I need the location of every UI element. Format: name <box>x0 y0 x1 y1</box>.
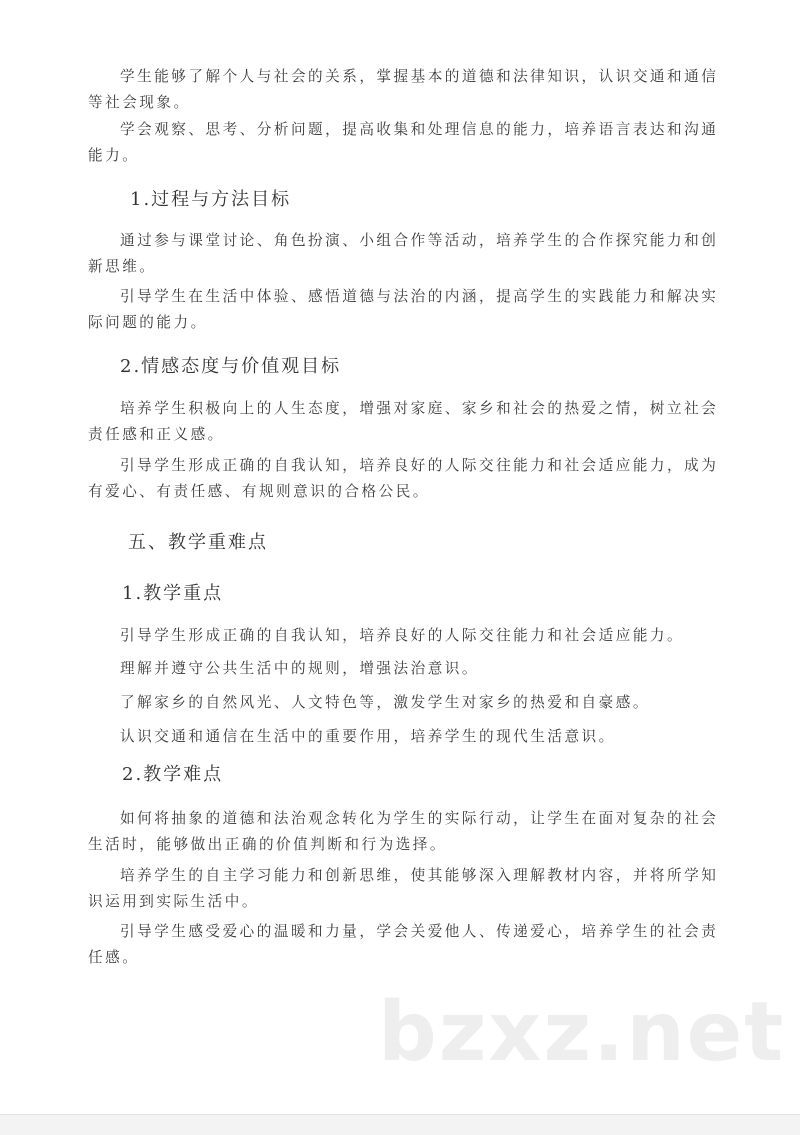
heading-emotion-goals: 2.情感态度与价值观目标 <box>120 356 342 377</box>
paragraph-line: 引导学生在生活中体验、感悟道德与法治的内涵，提高学生的实践能力和解决实 <box>120 288 719 305</box>
paragraph-line: 责任感和正义感。 <box>88 426 225 443</box>
paragraph-line: 新思维。 <box>88 258 157 275</box>
key-point-item: 认识交通和通信在生活中的重要作用，培养学生的现代生活意识。 <box>120 728 616 745</box>
paragraph-line: 生活时，能够做出正确的价值判断和行为选择。 <box>88 836 447 853</box>
paragraph-line: 学生能够了解个人与社会的关系，掌握基本的道德和法律知识，认识交通和通信 <box>120 68 719 85</box>
paragraph-line: 任感。 <box>88 949 140 966</box>
key-point-item: 引导学生形成正确的自我认知，培养良好的人际交往能力和社会适应能力。 <box>120 627 685 644</box>
paragraph-line: 通过参与课堂讨论、角色扮演、小组合作等活动，培养学生的合作探究能力和创 <box>120 232 719 249</box>
paragraph-line: 能力。 <box>88 147 140 164</box>
paragraph-line: 如何将抽象的道德和法治观念转化为学生的实际行动，让学生在面对复杂的社会 <box>120 810 719 827</box>
paragraph-line: 有爱心、有责任感、有规则意识的合格公民。 <box>88 483 430 500</box>
paragraph-line: 识运用到实际生活中。 <box>88 893 259 910</box>
paragraph-line: 引导学生感受爱心的温暖和力量，学会关爱他人、传递爱心，培养学生的社会责 <box>120 923 719 940</box>
key-point-item: 了解家乡的自然风光、人文特色等，激发学生对家乡的热爱和自豪感。 <box>120 694 650 711</box>
paragraph-line: 培养学生积极向上的人生态度，增强对家庭、家乡和社会的热爱之情，树立社会 <box>120 400 719 417</box>
key-point-item: 理解并遵守公共生活中的规则，增强法治意识。 <box>120 660 479 677</box>
paragraph-line: 学会观察、思考、分析问题，提高收集和处理信息的能力，培养语言表达和沟通 <box>120 121 719 138</box>
heading-difficult-points: 2.教学难点 <box>122 764 224 785</box>
watermark: bzxz.net <box>378 985 786 1080</box>
heading-key-points: 1.教学重点 <box>122 583 224 604</box>
paragraph-line: 培养学生的自主学习能力和创新思维，使其能够深入理解教材内容，并将所学知 <box>120 867 719 884</box>
heading-process-goals: 1.过程与方法目标 <box>130 189 292 210</box>
section-heading-five: 五、教学重难点 <box>128 532 268 553</box>
paragraph-line: 等社会现象。 <box>88 94 191 111</box>
paragraph-line: 引导学生形成正确的自我认知，培养良好的人际交往能力和社会适应能力，成为 <box>120 457 719 474</box>
paragraph-line: 际问题的能力。 <box>88 314 208 331</box>
page-bottom-edge <box>0 1114 800 1135</box>
